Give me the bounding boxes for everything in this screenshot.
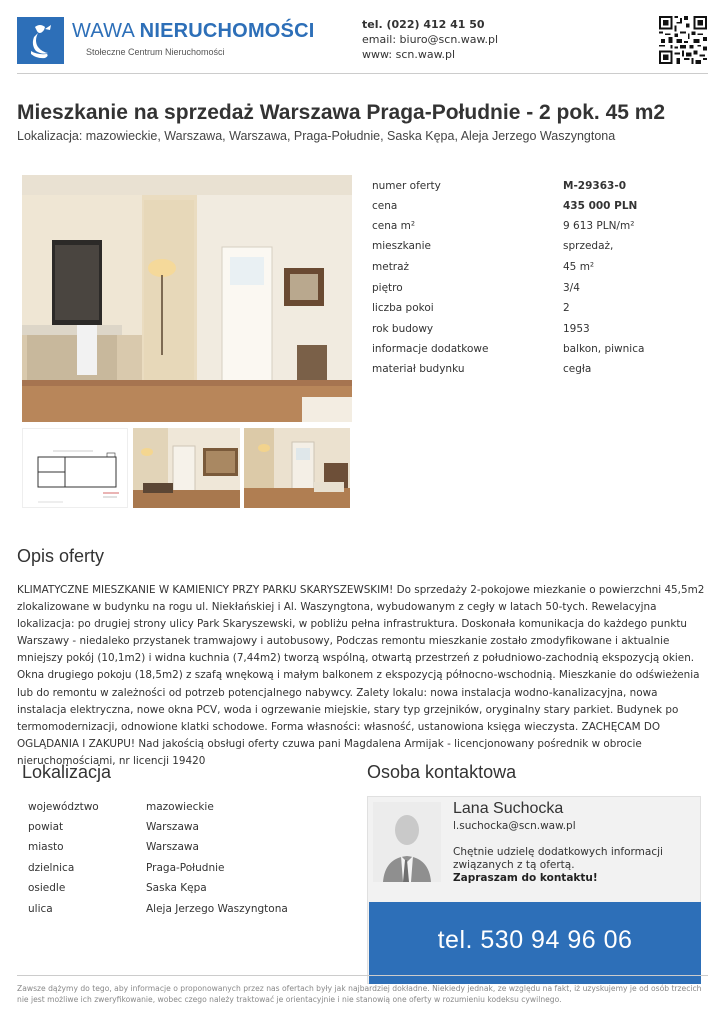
location-row-city [28,841,328,861]
footer-disclaimer: Zawsze dążymy do tego, aby informacje o proponowanych przez nas ofertach były jak najbardziej dokładne. Niekiedy jednak, ze względu na fakt, iż uzyskujemy je od osób trzecich nie jest możliwe ich zweryfikowanie, wobec czego należy traktować je orientacyjnie i nie stanowią one oferty w rozumieniu kodeksu cywilnego. [17,984,702,1004]
location-row-district [28,862,328,882]
mermaid-logo-icon [17,17,64,64]
location-label: miasto [28,841,64,853]
location-value: mazowieckie [146,801,214,813]
detail-label: materiał budynku [372,363,465,375]
detail-label: piętro [372,282,403,294]
location-value: Aleja Jerzego Waszyngtona [146,903,288,915]
location-label: województwo [28,801,99,813]
detail-label: rok budowy [372,323,434,335]
detail-label: numer oferty [372,180,441,192]
brand-title: WAWA NIERUCHOMOŚCI [72,20,315,42]
agent-note: Chętnie udzielę dodatkowych informacji związanych z tą ofertą. [453,846,663,871]
detail-row-floor [372,282,702,302]
detail-value: M-29363-0 [563,180,626,192]
location-label: ulica [28,903,53,915]
listing-title: Mieszkanie na sprzedaż Warszawa Praga-Południe - 2 pok. 45 m2 [17,101,666,124]
avatar [373,802,441,882]
location-value: Warszawa [146,821,199,833]
qr-code-icon [659,16,707,64]
detail-value: 2 [563,302,570,314]
agent-name: Lana Suchocka [453,800,564,817]
location-label: powiat [28,821,64,833]
logo-icon[interactable] [17,17,64,64]
detail-value: balkon, piwnica [563,343,645,355]
agency-contact [362,17,498,62]
agent-phone-box[interactable] [369,902,701,984]
listing-location: Lokalizacja: mazowieckie, Warszawa, Warszawa, Praga-Południe, Saska Kępa, Aleja Jerzego Waszyngtona [17,129,616,143]
location-row-county [28,821,328,841]
detail-value: cegła [563,363,592,375]
header-divider [17,73,708,74]
detail-value: sprzedaż, [563,240,614,252]
location-value: Saska Kępa [146,882,207,894]
detail-row-price-per-m2 [372,220,702,240]
main-photo[interactable] [22,175,352,422]
detail-label: liczba pokoi [372,302,434,314]
agent-email[interactable]: l.suchocka@scn.waw.pl [453,820,576,832]
agent-cta: Zapraszam do kontaktu! [453,872,598,884]
agency-phone[interactable]: tel. (022) 412 41 50 [362,18,485,31]
description-heading: Opis oferty [17,546,105,566]
location-heading: Lokalizacja [22,762,112,782]
agency-email[interactable]: email: biuro@scn.waw.pl [362,33,499,46]
detail-row-price [372,200,702,220]
detail-row-apartment [372,240,702,260]
thumbnail-floor-plan[interactable] [22,428,128,508]
location-value: Warszawa [146,841,199,853]
contact-heading: Osoba kontaktowa [367,762,517,782]
agency-www[interactable]: www: scn.waw.pl [362,48,456,61]
detail-label: metraż [372,261,410,273]
location-label: dzielnica [28,862,75,874]
location-value: Praga-Południe [146,862,225,874]
detail-row-rooms [372,302,702,322]
agent-phone[interactable]: tel. 530 94 96 06 [437,926,633,954]
detail-row-year-built [372,323,702,343]
detail-value: 9 613 PLN/m² [563,220,635,232]
detail-row-area [372,261,702,281]
detail-label: mieszkanie [372,240,431,252]
footer-divider [17,975,708,976]
person-avatar-icon [373,802,441,882]
location-label: osiedle [28,882,66,894]
detail-value: 1953 [563,323,590,335]
detail-row-extra-info [372,343,702,363]
detail-row-offer-number [372,180,702,200]
thumbnail-photo-2[interactable] [133,428,240,508]
detail-label: cena [372,200,398,212]
detail-row-building-material [372,363,702,383]
detail-value: 435 000 PLN [563,200,638,212]
description-text: KLIMATYCZNE MIESZKANIE W KAMIENICY PRZY PARKU SKARYSZEWSKIM! Do sprzedaży 2-pokojowe miezkanie o powierzchni 45,5m2 zlokalizowane w budynku na rogu ul. Niekłańskiej i Al. Waszyngtona, wybudowanym z cegły w latach 50-tych. Rewelacyjna lokalizacja: po drugiej strony ulicy Park Skaryszewski, w pobliżu pełna infrastruktura. Doskonała komunikacja do każdego punktu Warszawy - niedaleko przystanek tramwajowy i autobusowy, Podczas remontu mieszkanie zostało zmodyfikowane i aktualnie mniejszy pokój (10,1m2) i widna kuchnia (7,44m2) tworzą wspólną, otwartą przestrzeń z południowo-zachodnią ekspozycją okien. Okna drugiego pokoju (18,5m2) z szafą wnękową i małym balkonem z ekspozycją północno-wschodnią. Mieszkanie do odświeżenia lub do remontu w zależności od potrzeb potencjalnego nabywcy. Zalety lokalu: nowa instalacja wodno-kanalizacyjna, nowa instalacja elektryczna, nowe okna PCV, woda i ogrzewanie miejskie, stary typ grzejników, oryginalny stary parkiet. Budynek po termomodernizacji, odnowione klatki schodowe. Forma własności: własność, ustanowiona księga wieczysta. ZACHĘCAM DO OGLĄDANIA I ZAKUPU! Nad jakością obsługi oferty czuwa pani Magdalena Armijak - licencjonowany pośrednik w obrocie nieruchomościami, nr licencji 19420 [17,584,705,767]
detail-label: informacje dodatkowe [372,343,489,355]
brand-subtitle: Stołeczne Centrum Nieruchomości [86,47,225,57]
detail-label: cena m² [372,220,416,232]
detail-value: 45 m² [563,261,595,273]
location-row-estate [28,882,328,902]
detail-value: 3/4 [563,282,580,294]
location-row-street [28,903,328,923]
thumbnail-photo-3[interactable] [244,428,350,508]
location-row-voivodeship [28,801,328,821]
